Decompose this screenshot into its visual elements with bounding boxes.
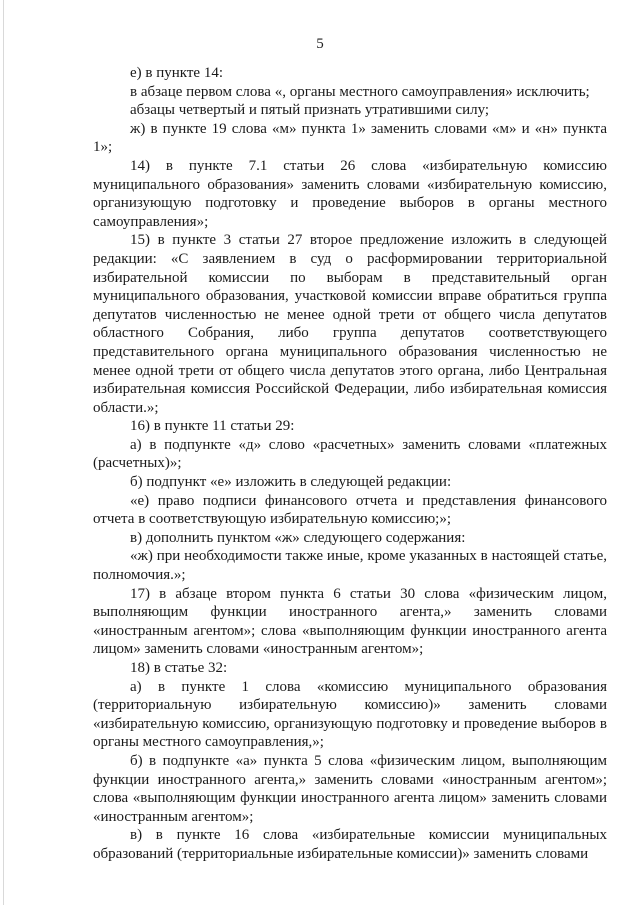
- scan-edge-line: [3, 0, 4, 905]
- paragraph-item-14: 14) в пункте 7.1 статьи 26 слова «избирательную комиссию муниципального образования» заменить словами «избирательную комиссию, организующую подготовку и проведение выборов в органы местного самоуправления»;: [93, 157, 607, 230]
- paragraph-16-b-text: «е) право подписи финансового отчета и представления финансового отчета в соответствующую избирательную комиссию;»;: [93, 492, 607, 528]
- paragraph-18-v: в) в пункте 16 слова «избирательные комиссии муниципальных образований (территориальные избирательные комиссии)» заменить словами: [93, 827, 607, 862]
- paragraph-item-15: 15) в пункте 3 статьи 27 второе предложение изложить в следующей редакции: «С заявлением в суд о расформировании территориальной избирательной комиссии по выборам в представительный орган муниципального образования, участковой комиссии вправе обратиться группа депутатов численностью не менее одной трети от общего числа депутатов областного Собрания, либо группа депутатов соответствующего представительного органа муниципального образования численностью не менее одной трети от общего числа депутатов этого органа, либо Центральная избирательная комиссия Российской Федерации, либо избирательная комиссия области.»;: [93, 232, 607, 416]
- paragraph-16-a: а) в подпункте «д» слово «расчетных» заменить словами «платежных (расчетных)»;: [93, 436, 607, 472]
- document-body: [93, 64, 607, 864]
- paragraph-item-18: 18) в статье 32:: [130, 660, 228, 676]
- paragraph-16-b: б) подпункт «е» изложить в следующей редакции:: [130, 474, 452, 491]
- paragraph-16-v: в) дополнить пунктом «ж» следующего содержания:: [130, 529, 466, 546]
- page-number: 5: [316, 36, 324, 52]
- paragraph-e-point-14: е) в пункте 14:: [130, 65, 224, 81]
- paragraph-first-abzac: в абзаце первом слова «, органы местного самоуправления» исключить;: [130, 83, 590, 100]
- paragraph-16-v-text: «ж) при необходимости также иные, кроме указанных в настоящей статье, полномочия.»;: [93, 548, 607, 584]
- paragraph-18-b: б) в подпункте «а» пункта 5 слова «физическим лицом, выполняющим функции иностранного агента,» заменить словами «иностранным агентом»; слова «выполняющим функции иностранного агента лицом» заменить словами «иностранным агентом»;: [93, 752, 607, 825]
- paragraph-abzacs-4-5: абзацы четвертый и пятый признать утратившими силу;: [130, 102, 490, 119]
- paragraph-zh-point-19: ж) в пункте 19 слова «м» пункта 1» заменить словами «м» и «н» пункта 1»;: [93, 120, 607, 156]
- paragraph-item-17: 17) в абзаце втором пункта 6 статьи 30 слова «физическим лицом, выполняющим функции иностранного агента,» заменить словами «иностранным агентом»; слова «выполняющим функции иностранного агента лицом» заменить словами «иностранным агентом»;: [93, 585, 607, 658]
- paragraph-item-16: 16) в пункте 11 статьи 29:: [130, 418, 295, 435]
- paragraph-18-a: а) в пункте 1 слова «комиссию муниципального образования (территориальную избирательную комиссию)» заменить словами «избирательную комиссию, организующую подготовку и проведение выборов в органы местного самоуправления,»;: [93, 678, 607, 751]
